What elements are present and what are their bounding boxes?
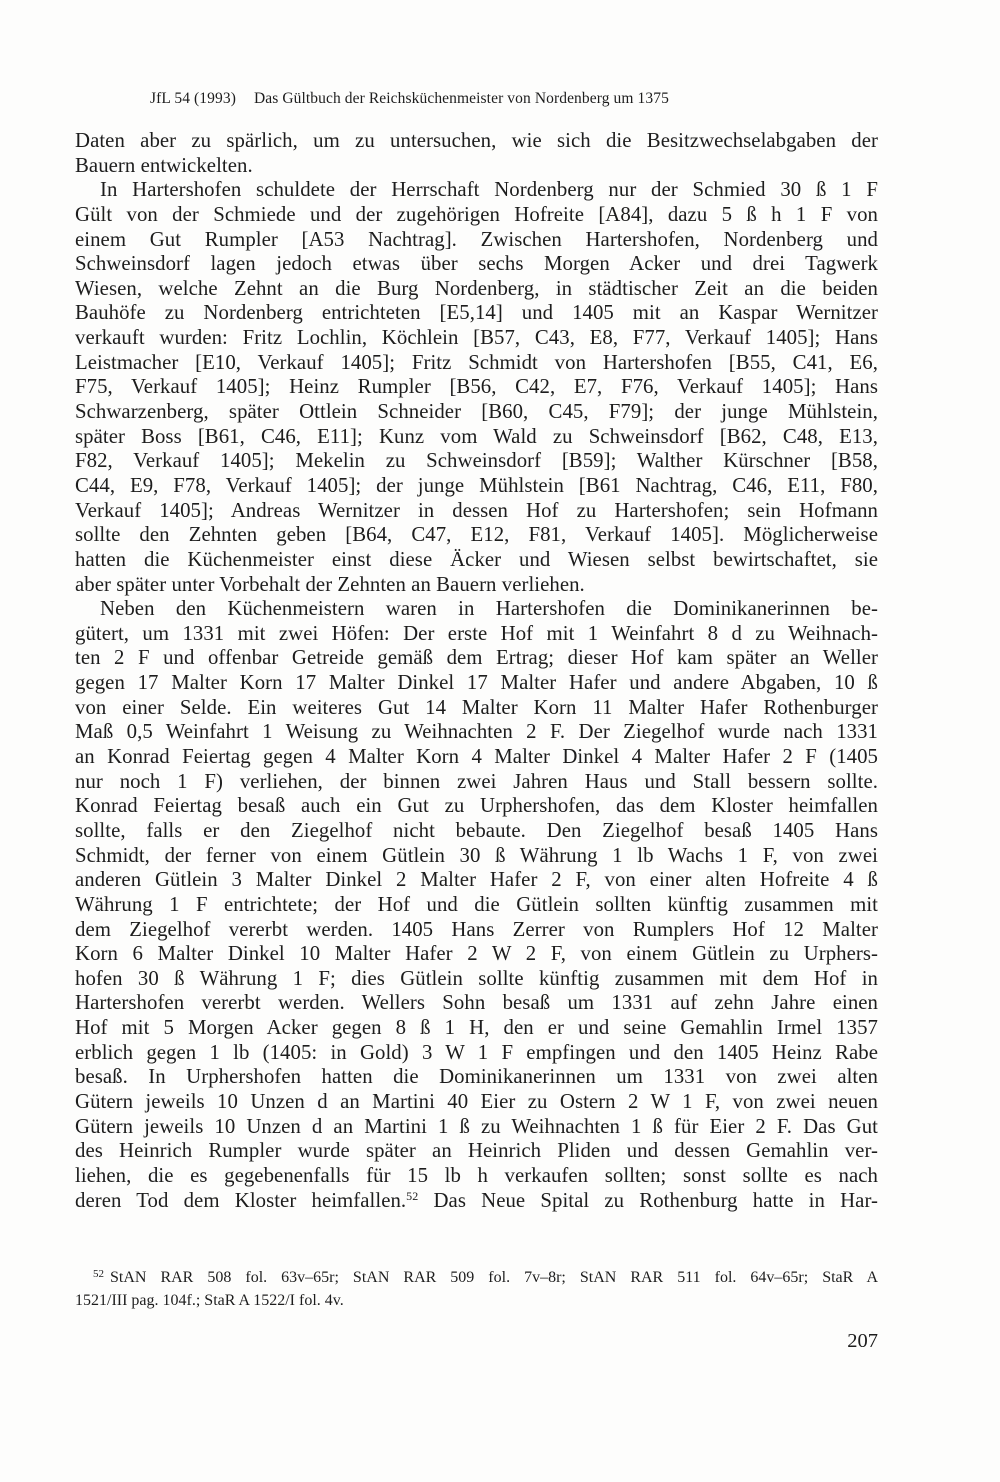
text-line: einem Gut Rumpler [A53 Nachtrag]. Zwischen Hartershofen, Nordenberg und [75,227,878,251]
text-line: aber später unter Vorbehalt der Zehnten an Bauern verliehen. [75,572,585,596]
running-header [150,90,870,108]
text-line: In Hartershofen schuldete der Herrschaft Nordenberg nur der Schmied 30 ß 1 F [100,178,878,202]
text-line: später Boss [B61, C46, E11]; Kunz vom Wald zu Schweinsdorf [B62, C48, E13, [75,424,878,448]
text-line: ten 2 F und offenbar Getreide gemäß dem Ertrag; dieser Hof kam später an Weller [75,646,878,670]
text-line: F75, Verkauf 1405]; Heinz Rumpler [B56, C42, E7, F76, Verkauf 1405]; Hans [75,375,878,399]
footnote-line [75,1267,878,1290]
text-line: Gütern jeweils 10 Unzen d an Martini 1 ß zu Weihnachten 1 ß für Eier 2 F. Das Gut [75,1114,878,1138]
text-line: sollte, falls er den Ziegelhof nicht bebaute. Den Ziegelhof besaß 1405 Hans [75,818,878,842]
text-segment: Das Neue Spital zu Rothenburg hatte in Har- [433,1188,878,1212]
text-line: Bauhöfe zu Nordenberg entrichteten [E5,14] und 1405 mit an Kaspar Wernitzer [75,301,878,325]
footnote-text: StAN RAR 508 fol. 63v–65r; StAN RAR 509 fol. 7v–8r; StAN RAR 511 fol. 64v–65r; StaR A [110,1269,878,1286]
text-line: nur noch 1 F) verliehen, der binnen zwei Jahren Haus und Stall bessern sollte. [75,769,878,793]
text-line: Korn 6 Malter Dinkel 10 Malter Hafer 2 W 2 F, von einem Gütlein zu Urphers- [75,942,878,966]
footnote-line: 1521/III pag. 104f.; StaR A 1522/I fol. 4v. [75,1291,344,1309]
text-segment: deren Tod dem Kloster heimfallen. [75,1188,407,1212]
text-line: Bauern entwickelten. [75,153,253,177]
text-line: gütert, um 1331 mit zwei Höfen: Der erste Hof mit 1 Weinfahrt 8 d zu Weihnach- [75,621,878,645]
text-line: anderen Gütlein 3 Malter Dinkel 2 Malter Hafer 2 F, von einer alten Hofreite 4 ß [75,868,878,892]
text-line: Schwarzenberg, später Ottlein Schneider [B60, C45, F79]; der junge Mühlstein, [75,400,878,424]
text-line: verkauft wurden: Fritz Lochlin, Köchlein [B57, C43, E8, F77, Verkauf 1405]; Hans [75,326,878,350]
text-line: F82, Verkauf 1405]; Mekelin zu Schweinsdorf [B59]; Walther Kürschner [B58, [75,449,878,473]
text-line: gegen 17 Malter Korn 17 Malter Dinkel 17 Malter Hafer und andere Abgaben, 10 ß [75,671,878,695]
text-line: an Konrad Feiertag gegen 4 Malter Korn 4 Malter Dinkel 4 Malter Hafer 2 F (1405 [75,745,878,769]
text-line: Konrad Feiertag besaß auch ein Gut zu Urphershofen, das dem Kloster heimfallen [75,794,878,818]
footnote-number: 52 [93,1268,104,1280]
text-line: Daten aber zu spärlich, um zu untersuchen, wie sich die Besitzwechselabgaben der [75,129,878,152]
text-line: erblich gegen 1 lb (1405: in Gold) 3 W 1 F empfingen und den 1405 Heinz Rabe [75,1040,878,1064]
page-number: 207 [847,1330,878,1352]
text-line: C44, E9, F78, Verkauf 1405]; der junge Mühlstein [B61 Nachtrag, C46, E11, F80, [75,473,878,497]
text-line: liehen, die es gegebenenfalls für 15 lb h verkaufen sollten; sonst sollte es nach [75,1163,878,1187]
text-line: hofen 30 ß Währung 1 F; dies Gütlein sollte künftig zusammen mit dem Hof in [75,966,878,990]
text-line: dem Ziegelhof vererbt werden. 1405 Hans Zerrer von Rumplers Hof 12 Malter [75,917,878,941]
text-line: Verkauf 1405]; Andreas Wernitzer in dessen Hof zu Hartershofen; sein Hofmann [75,498,878,522]
text-line: besaß. In Urphershofen hatten die Dominikanerinnen um 1331 von zwei alten [75,1065,878,1089]
text-line: Währung 1 F entrichtete; der Hof und die Gütlein sollten künftig zusammen mit [75,892,878,916]
text-line: Wiesen, welche Zehnt an die Burg Nordenberg, in städtischer Zeit an die beiden [75,276,878,300]
text-line: sollte den Zehnten geben [B64, C47, E12, F81, Verkauf 1405]. Möglicherweise [75,523,878,547]
text-line: Leistmacher [E10, Verkauf 1405]; Fritz Schmidt von Hartershofen [B55, C41, E6, [75,350,878,374]
text-line: des Heinrich Rumpler wurde später an Heinrich Pliden und dessen Gemahlin ver- [75,1139,878,1163]
article-title: Das Gültbuch der Reichsküchenmeister von Nordenberg um 1375 [253,90,669,107]
text-line: von einer Selde. Ein weiteres Gut 14 Malter Korn 11 Malter Hafer Rothenburger [75,695,878,719]
text-line: hatten die Küchenmeister einst diese Äcker und Wiesen selbst bewirtschaftet, sie [75,547,878,571]
footnotes [75,1267,878,1312]
text-line: Hartershofen vererbt werden. Wellers Sohn besaß um 1331 auf zehn Jahre einen [75,991,878,1015]
text-line: Gült von der Schmiede und der zugehörigen Hofreite [A84], dazu 5 ß h 1 F von [75,202,878,226]
journal-citation: JfL 54 (1993) [150,90,236,107]
text-line: Schmidt, der ferner von einem Gütlein 30 ß Währung 1 lb Wachs 1 F, von zwei [75,843,878,867]
text-line: Gütern jeweils 10 Unzen d an Martini 40 Eier zu Ostern 2 W 1 F, von zwei neuen [75,1089,878,1113]
text-line: Maß 0,5 Weinfahrt 1 Weisung zu Weihnachten 2 F. Der Ziegelhof wurde nach 1331 [75,720,878,744]
footnote-reference[interactable]: 52 [406,1188,419,1203]
text-line: Hof mit 5 Morgen Acker gegen 8 ß 1 H, den er und seine Gemahlin Irmel 1357 [75,1016,878,1040]
text-line: Schweinsdorf lagen jedoch etwas über sechs Morgen Acker und drei Tagwerk [75,252,878,276]
text-line [75,1189,878,1214]
text-line: Neben den Küchenmeistern waren in Hartershofen die Dominikanerinnen be- [100,597,878,621]
body-text [75,129,878,1213]
